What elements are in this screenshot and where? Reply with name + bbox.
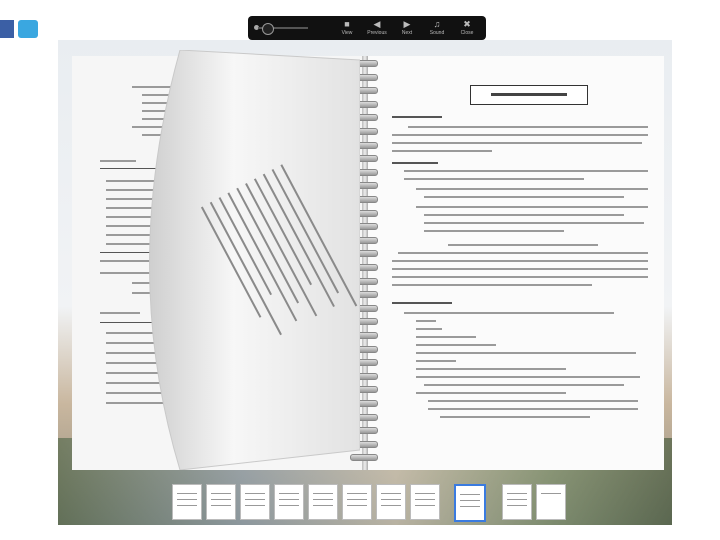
close-icon: ✖: [463, 19, 471, 29]
section-heading: [392, 116, 442, 118]
list-item: [428, 408, 638, 410]
list-item: [416, 360, 456, 362]
page-thumbnail[interactable]: [536, 484, 566, 520]
text-line: [416, 188, 648, 190]
list-item: [416, 392, 566, 394]
previous-button[interactable]: ◀ Previous: [362, 18, 392, 40]
list-item: [416, 344, 496, 346]
sound-button[interactable]: ♫ Sound: [422, 18, 452, 40]
page-thumbnail[interactable]: [502, 484, 532, 520]
text-line: [448, 244, 598, 246]
list-item: [416, 376, 640, 378]
next-icon: ▶: [403, 19, 411, 29]
facebook-icon[interactable]: [0, 20, 14, 38]
text-line: [392, 134, 648, 136]
text-line: [408, 126, 648, 128]
list-item: [416, 352, 636, 354]
page-thumbnail[interactable]: [206, 484, 236, 520]
social-share-icons[interactable]: [0, 18, 40, 42]
list-item: [440, 416, 590, 418]
text-line: [416, 206, 648, 208]
text-line: [404, 170, 648, 172]
text-line: [424, 230, 564, 232]
text-line: [392, 268, 648, 270]
sound-icon: ♫: [433, 19, 441, 29]
thumbnail-strip: [172, 480, 572, 520]
text-line: [404, 312, 614, 314]
text-line: [392, 150, 492, 152]
page-thumbnail-active[interactable]: [454, 484, 486, 522]
text-line: [392, 276, 648, 278]
view-button[interactable]: ■ View: [332, 18, 362, 40]
right-page[interactable]: [368, 56, 664, 470]
text-line: [392, 284, 592, 286]
text-line: [424, 196, 624, 198]
zoom-slider-handle[interactable]: [262, 23, 274, 35]
list-item: [424, 384, 624, 386]
page-thumbnail[interactable]: [410, 484, 440, 520]
section-heading: [392, 302, 452, 304]
text-line: [424, 214, 624, 216]
flipbook-toolbar: [248, 16, 486, 40]
list-item: [416, 336, 476, 338]
list-item: [428, 400, 638, 402]
list-item: [416, 328, 442, 330]
page-thumbnail[interactable]: [240, 484, 270, 520]
page-thumbnail[interactable]: [342, 484, 372, 520]
section-heading: [392, 162, 438, 164]
twitter-icon[interactable]: [18, 20, 38, 38]
text-line: [392, 260, 648, 262]
page-thumbnail[interactable]: [308, 484, 338, 520]
page-curl[interactable]: [110, 50, 360, 470]
next-button[interactable]: ▶ Next: [392, 18, 422, 40]
close-button[interactable]: ✖ Close: [452, 18, 482, 40]
page-thumbnail[interactable]: [274, 484, 304, 520]
list-item: [416, 320, 436, 322]
page-thumbnail[interactable]: [376, 484, 406, 520]
text-line: [424, 222, 644, 224]
view-icon: ■: [344, 19, 350, 29]
text-line: [398, 252, 648, 254]
text-line: [404, 178, 584, 180]
list-item: [416, 368, 566, 370]
page-thumbnail[interactable]: [172, 484, 202, 520]
section-title-box: [470, 85, 588, 105]
previous-icon: ◀: [373, 19, 381, 29]
text-line: [392, 142, 642, 144]
